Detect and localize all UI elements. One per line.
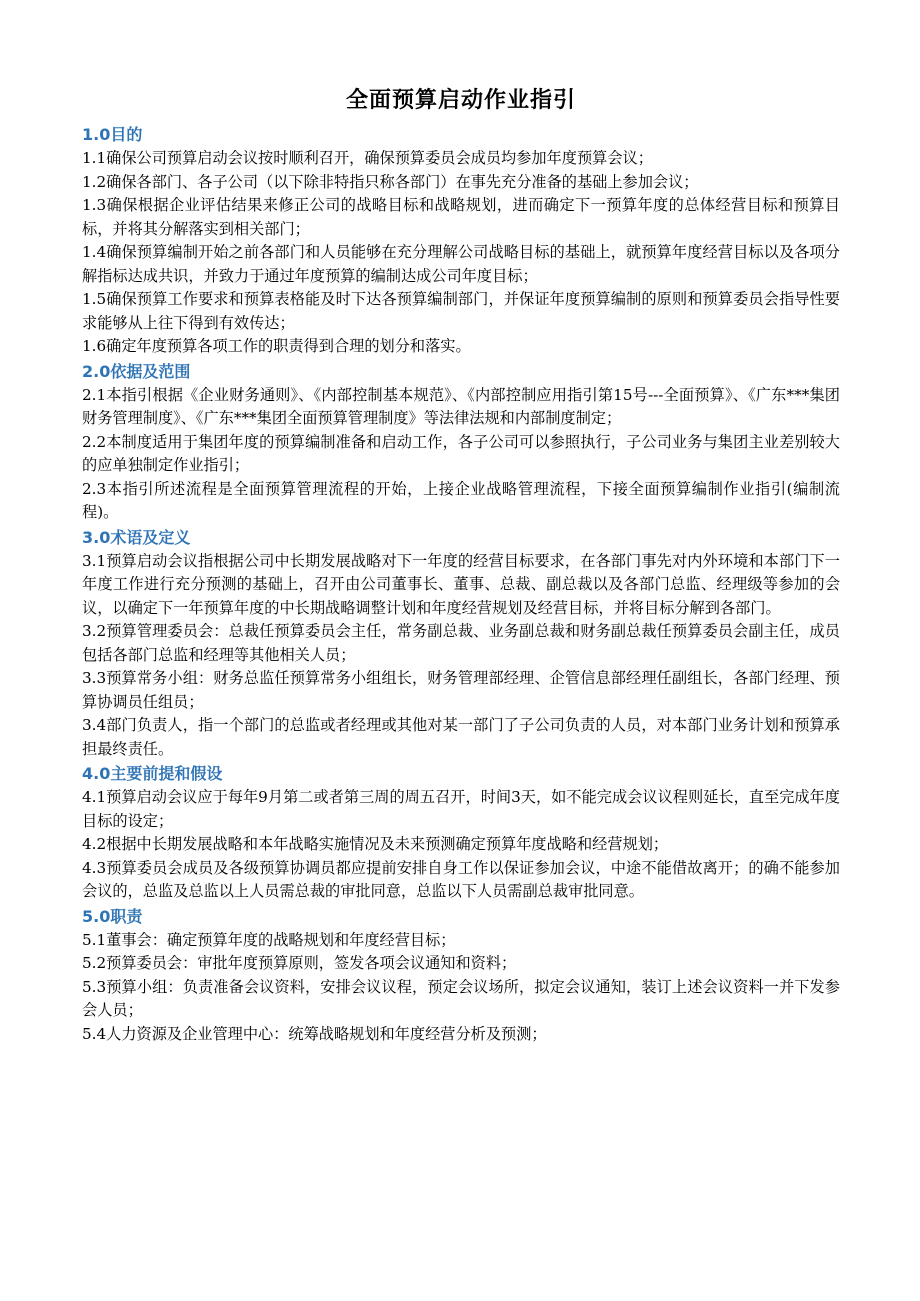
section-purpose	[82, 122, 840, 359]
paragraph: 1.1确保公司预算启动会议按时顺利召开，确保预算委员会成员均参加年度预算会议；	[82, 149, 653, 167]
paragraph: 1.4确保预算编制开始之前各部门和人员能够在充分理解公司战略目标的基础上，就预算年度经营目标以及各项分解指标达成共识，并致力于通过年度预算的编制达成公司年度目标；	[82, 243, 840, 285]
paragraph: 4.2根据中长期发展战略和本年战略实施情况及未来预测确定预算年度战略和经营规划；	[82, 835, 669, 853]
paragraph: 3.3预算常务小组：财务总监任预算常务小组组长，财务管理部经理、企管信息部经理任副组长，各部门经理、预算协调员任组员；	[82, 669, 840, 711]
paragraph: 5.1董事会：确定预算年度的战略规划和年度经营目标；	[82, 930, 456, 949]
section-heading: 4.0主要前提和假设	[82, 764, 223, 783]
paragraph: 5.3预算小组：负责准备会议资料，安排会议议程，预定会议场所，拟定会议通知，装订上述会议资料一并下发参会人员；	[82, 977, 840, 1019]
paragraph: 3.1预算启动会议指根据公司中长期发展战略对下一年度的经营目标要求，在各部门事先对内外环境和本部门下一年度工作进行充分预测的基础上，召开由公司董事长、董事、总裁、副总裁以及各部门总监、经理级等参加的会议，以确定下一年预算年度的中长期战略调整计划和年度经营规划及经营目标，并将目标分解到各部门。	[82, 551, 840, 617]
section-basis-and-scope	[82, 359, 840, 525]
section-heading: 5.0职责	[82, 906, 143, 926]
paragraph: 1.5确保预算工作要求和预算表格能及时下达各预算编制部门，并保证年度预算编制的原则和预算委员会指导性要求能够从上往下得到有效传达；	[82, 290, 840, 332]
section-heading: 1.0目的	[82, 125, 143, 144]
section-premises-and-assumptions	[82, 761, 840, 904]
paragraph: 4.3预算委员会成员及各级预算协调员都应提前安排自身工作以保证参加会议，中途不能借故离开；的确不能参加会议的，总监及总监以上人员需总裁的审批同意，总监以下人员需副总裁审批同意。	[82, 858, 840, 900]
paragraph: 1.6确定年度预算各项工作的职责得到合理的划分和落实。	[82, 337, 471, 355]
paragraph: 2.1本指引根据《企业财务通则》、《内部控制基本规范》、《内部控制应用指引第15号---全面预算》、《广东***集团财务管理制度》、《广东***集团全面预算管理制度》等法律法规和内部制度制定；	[82, 385, 840, 427]
paragraph: 1.2确保各部门、各子公司（以下除非特指只称各部门）在事先充分准备的基础上参加会议；	[82, 172, 699, 191]
section-heading: 2.0依据及范围	[82, 361, 191, 381]
paragraph: 2.2本制度适用于集团年度的预算编制准备和启动工作，各子公司可以参照执行，子公司业务与集团主业差别较大的应单独制定作业指引；	[82, 432, 840, 474]
paragraph: 3.2预算管理委员会：总裁任预算委员会主任，常务副总裁、业务副总裁和财务副总裁任预算委员会副主任，成员包括各部门总监和经理等其他相关人员；	[82, 622, 840, 664]
paragraph: 5.4人力资源及企业管理中心：统筹战略规划和年度经营分析及预测；	[82, 1024, 547, 1043]
paragraph: 1.3确保根据企业评估结果来修正公司的战略目标和战略规划，进而确定下一预算年度的总体经营目标和预算目标，并将其分解落实到相关部门；	[82, 196, 840, 238]
document-title: 全面预算启动作业指引	[345, 88, 576, 113]
section-responsibilities	[82, 904, 840, 1047]
section-terms-and-definitions	[82, 525, 840, 762]
paragraph: 3.4部门负责人，指一个部门的总监或者经理或其他对某一部门了子公司负责的人员，对本部门业务计划和预算承担最终责任。	[82, 716, 840, 758]
paragraph: 5.2预算委员会：审批年度预算原则，签发各项会议通知和资料；	[82, 954, 517, 972]
paragraph: 2.3本指引所述流程是全面预算管理流程的开始，上接企业战略管理流程，下接全面预算编制作业指引(编制流程)。	[82, 479, 840, 521]
section-heading: 3.0术语及定义	[82, 527, 191, 547]
paragraph: 4.1预算启动会议应于每年9月第二或者第三周的周五召开，时间3天，如不能完成会议议程则延长，直至完成年度目标的设定；	[82, 788, 840, 830]
